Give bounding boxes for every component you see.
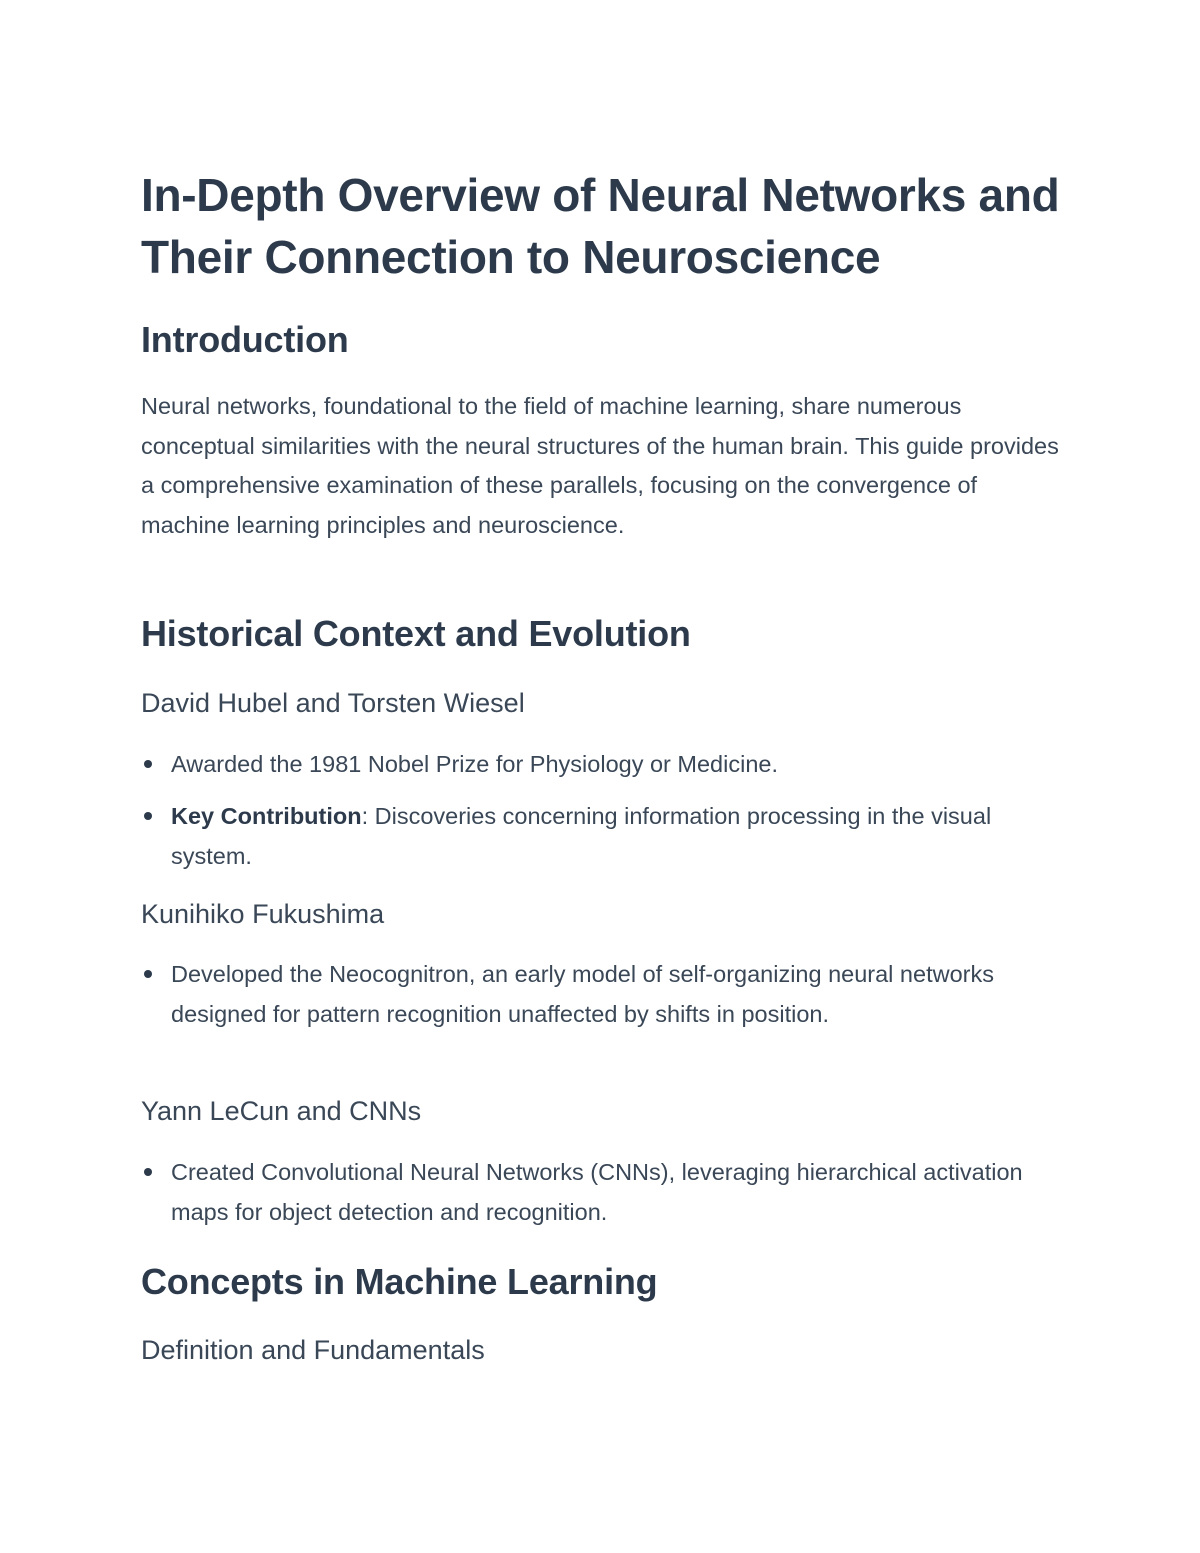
fukushima-list [141,954,1071,1046]
section-heading-history: Historical Context and Evolution [141,613,691,654]
page-title: In-Depth Overview of Neural Networks and Their Connection to Neuroscience [141,169,1060,283]
section-heading-introduction: Introduction [141,319,349,360]
subheading-fukushima: Kunihiko Fukushima [141,899,385,929]
hubel-wiesel-list [141,744,1071,888]
list-item-text: : Discoveries concerning information processing in the visual system. [171,803,992,869]
list-item [141,744,1071,784]
lecun-list [141,1152,1071,1244]
bullet-icon [144,760,152,768]
list-item [141,796,1071,876]
bullet-icon [144,812,152,820]
list-item-text: Awarded the 1981 Nobel Prize for Physiology or Medicine. [171,751,778,777]
list-item [141,954,1071,1034]
list-item-text: Developed the Neocognitron, an early model of self-organizing neural networks designed for pattern recognition unaffected by shifts in position. [171,961,994,1027]
subheading-lecun: Yann LeCun and CNNs [141,1096,422,1126]
bullet-icon [144,970,152,978]
bullet-icon [144,1168,152,1176]
list-item-text: Created Convolutional Neural Networks (CNNs), leveraging hierarchical activation maps for object detection and recognition. [171,1159,1023,1225]
list-item [141,1152,1071,1232]
subheading-definition: Definition and Fundamentals [141,1335,485,1365]
section-heading-concepts: Concepts in Machine Learning [141,1261,658,1302]
introduction-paragraph: Neural networks, foundational to the field of machine learning, share numerous conceptual similarities with the neural structures of the human brain. This guide provides a comprehensive examination of these parallels, focusing on the convergence of machine learning principles and neuroscience. [141,393,1059,538]
list-item-label: Key Contribution [171,803,362,829]
subheading-hubel-wiesel: David Hubel and Torsten Wiesel [141,688,525,718]
